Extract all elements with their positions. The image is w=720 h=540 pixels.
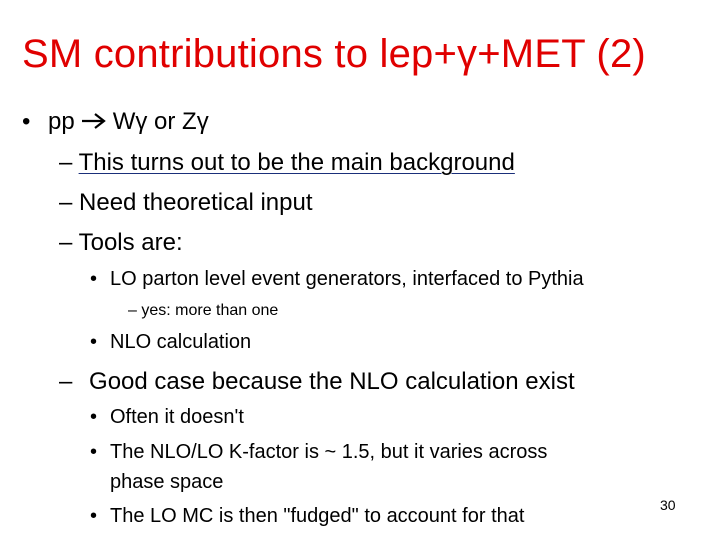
theoretical-input-text: Need theoretical input bbox=[79, 189, 313, 216]
point-often bbox=[90, 406, 244, 429]
text-w-z-gamma: Wγ or Zγ bbox=[112, 108, 209, 135]
dash-glyph: – bbox=[128, 302, 137, 319]
bullet-pp bbox=[22, 108, 209, 137]
bullet-glyph: • bbox=[90, 441, 98, 463]
more-than-one-text: yes: more than one bbox=[141, 302, 279, 319]
dash-glyph: – bbox=[59, 189, 73, 216]
bullet-glyph: • bbox=[90, 505, 98, 527]
dash-glyph: – bbox=[59, 368, 73, 395]
tool-sub-more-than-one bbox=[128, 302, 278, 320]
dash-glyph: – bbox=[59, 149, 73, 176]
slide-title: SM contributions to lep+γ+MET (2) bbox=[22, 32, 646, 76]
good-case-text: Good case because the NLO calculation exist bbox=[89, 368, 575, 395]
often-text: Often it doesn't bbox=[110, 406, 244, 428]
tools-text: Tools are: bbox=[78, 229, 183, 256]
bullet-glyph: • bbox=[90, 406, 98, 428]
point-k-factor bbox=[90, 441, 547, 464]
nlo-calculation-text: NLO calculation bbox=[110, 331, 252, 353]
right-arrow-icon bbox=[81, 109, 107, 137]
tool-lo-generators bbox=[90, 268, 584, 291]
sub-item-tools bbox=[59, 229, 183, 257]
sub-item-main-background bbox=[59, 149, 515, 177]
text-pp: pp bbox=[48, 108, 75, 135]
main-background-text: This turns out to be the main background bbox=[78, 149, 515, 176]
tool-nlo-calculation bbox=[90, 331, 251, 354]
point-fudged bbox=[90, 505, 524, 528]
bullet-glyph: • bbox=[22, 108, 31, 135]
point-k-factor-continuation: phase space bbox=[110, 471, 224, 493]
sub-item-theoretical-input bbox=[59, 189, 313, 217]
page-number: 30 bbox=[660, 497, 676, 513]
k-factor-text: The NLO/LO K-factor is ~ 1.5, but it varies across bbox=[110, 441, 548, 463]
fudged-text: The LO MC is then "fudged" to account for that bbox=[110, 505, 525, 527]
lo-generators-text: LO parton level event generators, interfaced to Pythia bbox=[110, 268, 584, 290]
sub-item-good-case bbox=[59, 368, 575, 396]
bullet-glyph: • bbox=[90, 331, 98, 353]
dash-glyph: – bbox=[59, 229, 73, 256]
bullet-glyph: • bbox=[90, 268, 98, 290]
